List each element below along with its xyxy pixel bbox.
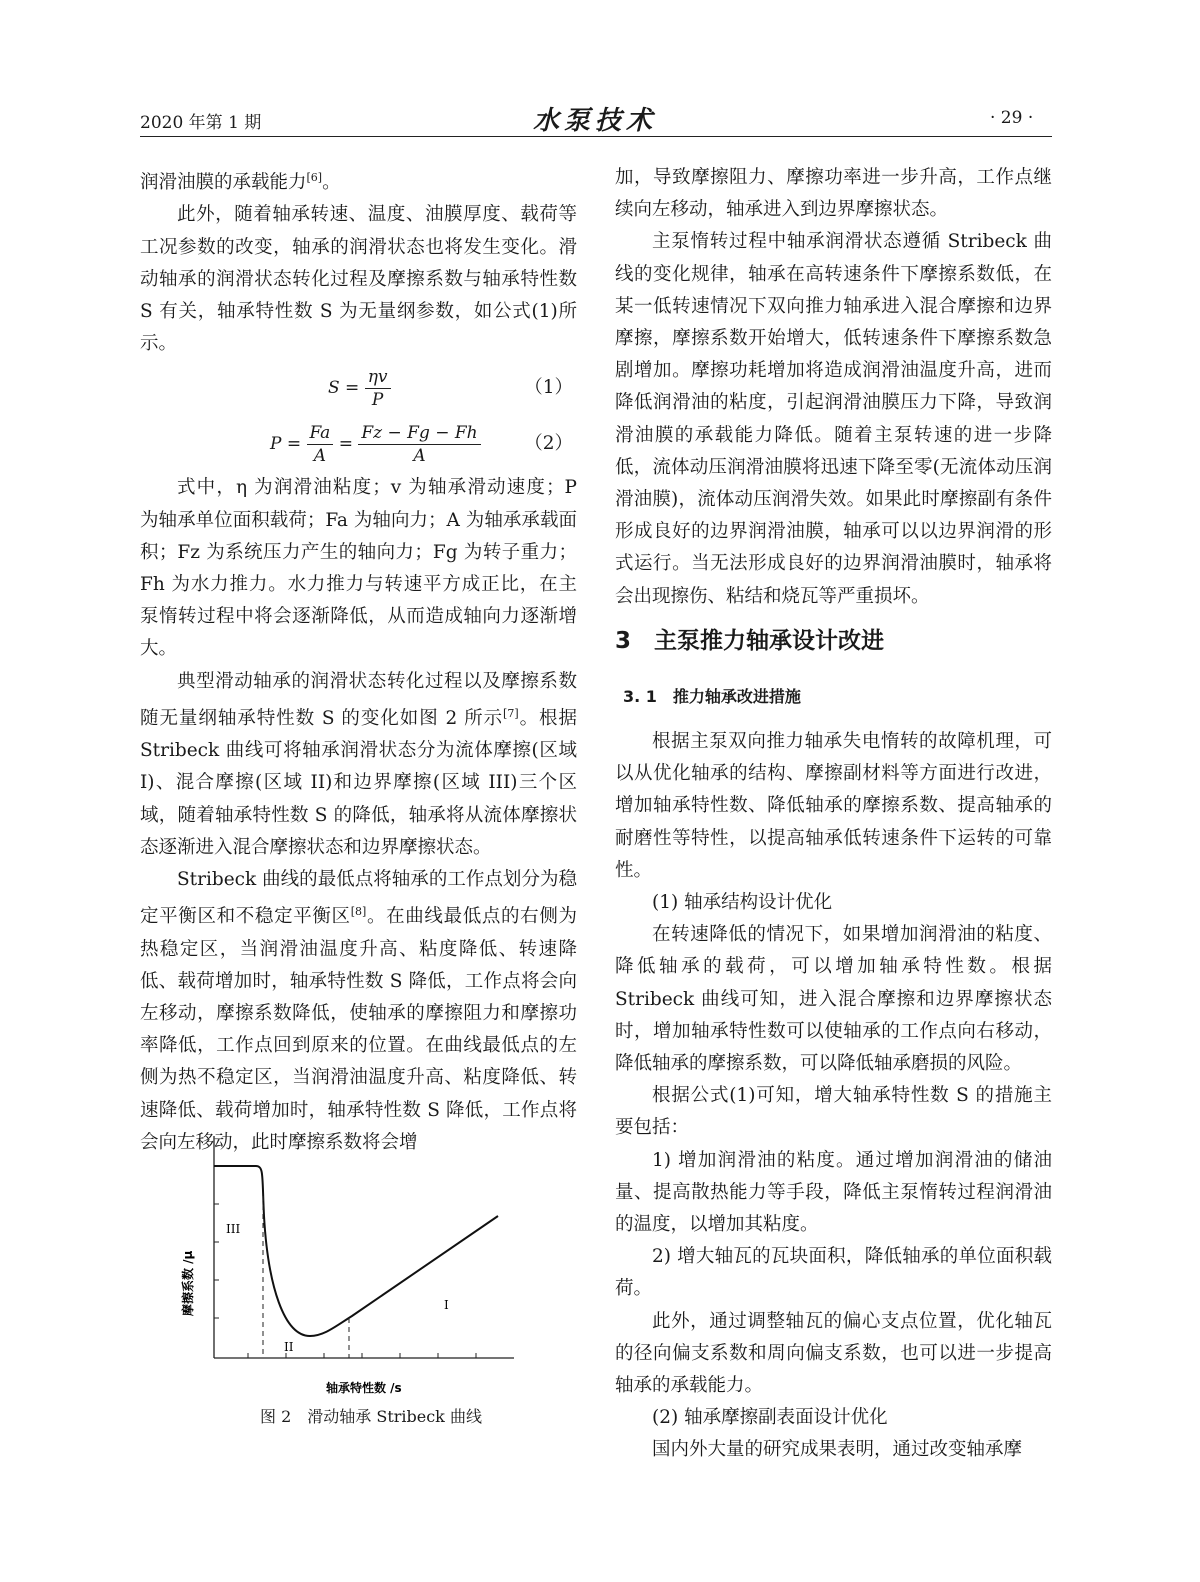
citation: [8] xyxy=(350,905,367,919)
region-III-label: III xyxy=(226,1222,241,1236)
left-column xyxy=(140,162,577,1159)
paragraph: 润滑油膜的承载能力[6]。 xyxy=(140,171,341,194)
paragraph: 根据主泵双向推力轴承失电惰转的故障机理，可以从优化轴承的结构、摩擦副材料等方面进行改进，增加轴承特性数、降低轴承的摩擦系数、提高轴承的耐磨性等特性，以提高轴承低转速条件下运转的可靠性。 xyxy=(615,731,1052,881)
right-column-top xyxy=(615,162,1052,613)
page-number: · 29 · xyxy=(990,108,1034,128)
section-title: 3 主泵推力轴承设计改进 xyxy=(615,628,885,654)
equation-2: P = $\frac{Fa}{A}$ = $\frac{Fz - Fg - Fh}{A}$ （2） xyxy=(270,423,573,467)
stribeck-plot xyxy=(181,1136,516,1406)
paragraph: (2) 轴承摩擦副表面设计优化 xyxy=(652,1407,888,1429)
equation-number: （2） xyxy=(524,433,573,455)
x-axis-label: 轴承特性数 /s xyxy=(326,1381,402,1395)
citation: [6] xyxy=(306,171,323,184)
paragraph: 2) 增大轴瓦的瓦块面积，降低轴承的单位面积载荷。 xyxy=(615,1246,1052,1300)
paragraph: 式中，η 为润滑油粘度；v 为轴承滑动速度；P 为轴承单位面积载荷；Fa 为轴向力；A 为轴承承载面积；Fz 为系统压力产生的轴向力；Fg 为转子重力；Fh 为水力推力。水力推力与转速平方成正比，在主泵惰转过程中将会逐渐降低，从而造成轴向力逐渐增大。 xyxy=(140,477,577,660)
paragraph: 加，导致摩擦阻力、摩擦功率进一步升高，工作点继续向左移动，轴承进入到边界摩擦状态。 xyxy=(615,167,1052,221)
paragraph: 根据公式(1)可知，增大轴承特性数 S 的措施主要包括： xyxy=(615,1085,1052,1139)
equation-1: S = $\frac{\eta v}{P}$ （1） xyxy=(328,367,573,411)
paragraph: (1) 轴承结构设计优化 xyxy=(652,892,833,914)
journal-issue: 2020 年第 1 期 xyxy=(140,113,262,133)
paragraph: 此外，随着轴承转速、温度、油膜厚度、载荷等工况参数的改变，轴承的润滑状态也将发生变化。滑动轴承的润滑状态转化过程及摩擦系数与轴承特性数 S 有关，轴承特性数 S 为无量纲参数，如公式(1)所示。 xyxy=(140,204,577,355)
paragraph: 典型滑动轴承的润滑状态转化过程以及摩擦系数随无量纲轴承特性数 S 的变化如图 2 所示[7]。根据 Stribeck 曲线可将轴承润滑状态分为流体摩擦(区域 I)、混合摩擦(区域 II)和边界摩擦(区域 III)三个区域，随着轴承特性数 S 的降低，轴承将从流体摩擦状态逐渐进入混合摩擦状态和边界摩擦状态。 xyxy=(140,670,577,858)
paragraph: 国内外大量的研究成果表明，通过改变轴承摩 xyxy=(652,1439,1023,1461)
equation-number: （1） xyxy=(524,377,573,399)
stribeck-figure xyxy=(181,1136,516,1406)
figure-caption: 图 2 滑动轴承 Stribeck 曲线 xyxy=(260,1407,482,1426)
region-I-label: I xyxy=(444,1298,449,1312)
stribeck-curve xyxy=(214,1166,498,1336)
region-II-label: II xyxy=(284,1340,294,1354)
paragraph: 主泵惰转过程中轴承润滑状态遵循 Stribeck 曲线的变化规律，轴承在高转速条件下摩擦系数低，在某一低转速情况下双向推力轴承进入混合摩擦和边界摩擦，摩擦系数开始增大，低转速条件下摩擦系数急剧增加。摩擦功耗增加将造成润滑油温度升高，进而降低润滑油的粘度，引起润滑油膜压力下降，导致润滑油膜的承载能力降低。随着主泵转速的进一步降低，流体动压润滑油膜将迅速下降至零(无流体动压润滑油膜)，流体动压润滑失效。如果此时摩擦副有条件形成良好的边界润滑油膜，轴承可以以边界润滑的形式运行。当无法形成良好的边界润滑油膜时，轴承将会出现擦伤、粘结和烧瓦等严重损坏。 xyxy=(615,231,1052,607)
y-axis-label: 摩擦系数 /μ xyxy=(181,1250,195,1316)
paragraph: Stribeck 曲线的最低点将轴承的工作点划分为稳定平衡区和不稳定平衡区[8]。在曲线最低点的右侧为热稳定区，当润滑油温度升高、粘度降低、转速降低、载荷增加时，轴承特性数 S 降低，工作点将会向左移动，摩擦系数降低，使轴承的摩擦阻力和摩擦功率降低，工作点回到原来的位置。在曲线最低点的左侧为热不稳定区，当润滑油温度升高、粘度降低、转速降低、载荷增加时，轴承特性数 S 降低，工作点将会向左移动，此时摩擦系数将会增 xyxy=(140,868,577,1153)
subsection-title: 3. 1 推力轴承改进措施 xyxy=(623,687,801,706)
journal-title-logo: 水泵技术 xyxy=(533,106,658,136)
right-column-bottom xyxy=(615,726,1052,1467)
paragraph: 此外，通过调整轴瓦的偏心支点位置，优化轴瓦的径向偏支系数和周向偏支系数，也可以进一步提高轴承的承载能力。 xyxy=(615,1310,1052,1397)
header-divider xyxy=(140,136,1052,137)
paragraph: 1) 增加润滑油的粘度。通过增加润滑油的储油量、提高散热能力等手段，降低主泵惰转过程润滑油的温度，以增加其粘度。 xyxy=(615,1149,1052,1236)
paragraph: 在转速降低的情况下，如果增加润滑油的粘度、降低轴承的载荷，可以增加轴承特性数。根据 Stribeck 曲线可知，进入混合摩擦和边界摩擦状态时，增加轴承特性数可以使轴承的工作点向右移动，降低轴承的摩擦系数，可以降低轴承磨损的风险。 xyxy=(615,924,1052,1075)
citation: [7] xyxy=(503,706,519,720)
